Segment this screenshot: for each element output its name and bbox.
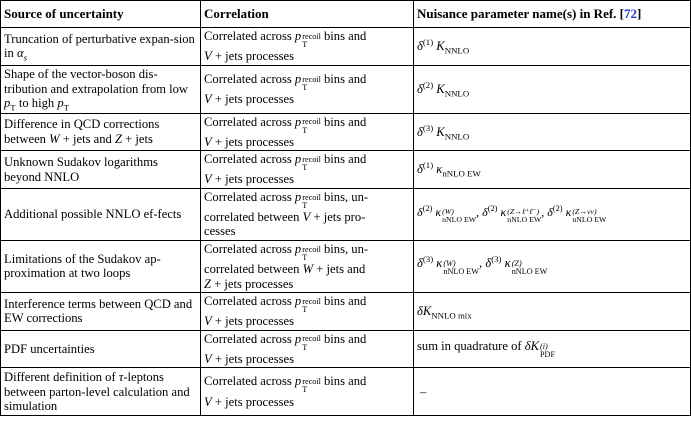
source-cell: Interference terms between QCD and EW corrections <box>1 293 201 331</box>
table-row <box>1 330 691 368</box>
source-cell: Different definition of τ-leptons between parton-level calculation and simulation <box>1 368 201 416</box>
table-row <box>1 240 691 292</box>
header-row <box>1 1 691 28</box>
nuisance-cell: sum in quadrature of δK (i) PDF <box>414 330 691 368</box>
table-row <box>1 293 691 331</box>
correlation-cell: Correlated across p recoil T bins, un- correlated between W + jets and Z + jets processes <box>201 240 414 292</box>
correlation-cell: Correlated across p recoil T bins and V + jets processes <box>201 151 414 189</box>
table-row <box>1 151 691 189</box>
correlation-cell: Correlated across p recoil T bins and V + jets processes <box>201 65 414 113</box>
header-correlation: Correlation <box>201 1 414 28</box>
table-row <box>1 28 691 66</box>
header-source: Source of uncertainty <box>1 1 201 28</box>
source-cell: Truncation of perturbative expan-sion in $\alpha_s$ <box>1 28 201 66</box>
source-cell: Limitations of the Sudakov ap-proximation at two loops <box>1 240 201 292</box>
correlation-cell: Correlated across p recoil T bins, un- correlated between V + jets pro- cesses <box>201 188 414 240</box>
citation-link[interactable]: 72 <box>624 5 637 21</box>
nuisance-cell: $\delta K_{NNLO mix}$ <box>414 293 691 331</box>
source-cell: PDF uncertainties <box>1 330 201 368</box>
source-cell: Unknown Sudakov logarithms beyond NNLO <box>1 151 201 189</box>
correlation-cell: Correlated across p recoil T bins and V + jets processes <box>201 293 414 331</box>
nuisance-cell: $\delta^{(3)}$ $K_{NNLO}$ <box>414 113 691 151</box>
source-cell: Shape of the vector-boson dis-tribution and extrapolation from low $p_T$ to high $p_T$ <box>1 65 201 113</box>
correlation-cell: Correlated across p recoil T bins and V + jets processes <box>201 368 414 416</box>
source-cell: Difference in QCD corrections between W + jets and Z + jets <box>1 113 201 151</box>
header-nuisance: Nuisance parameter name(s) in Ref. [72] <box>414 1 691 28</box>
source-cell: Additional possible NNLO ef-fects <box>1 188 201 240</box>
table-row <box>1 368 691 416</box>
nuisance-cell: $\delta^{(1)}$ $K_{NNLO}$ <box>414 28 691 66</box>
table-row <box>1 188 691 240</box>
correlation-cell: Correlated across p recoil T bins and V + jets processes <box>201 330 414 368</box>
table-row <box>1 65 691 113</box>
table-row <box>1 113 691 151</box>
correlation-cell: Correlated across p recoil T bins and V + jets processes <box>201 28 414 66</box>
nuisance-cell: $\delta^{(3)}$ κ (W) nNLO EW , $\delta^{(3)}$ κ (Z) nNLO EW <box>414 240 691 292</box>
nuisance-cell: $\delta^{(2)}$ κ (W) nNLO EW , $\delta^{(2)}$ κ (Z→ℓ⁺ℓ⁻) nNLO EW , $\delta^{(2)}$ κ (Z→νν) nNLO EW <box>414 188 691 240</box>
nuisance-cell: $\delta^{(2)}$ $K_{NNLO}$ <box>414 65 691 113</box>
nuisance-cell: $\delta^{(1)}$ $\kappa_{nNLO EW}$ <box>414 151 691 189</box>
nuisance-cell: – <box>414 368 691 416</box>
correlation-cell: Correlated across p recoil T bins and V + jets processes <box>201 113 414 151</box>
